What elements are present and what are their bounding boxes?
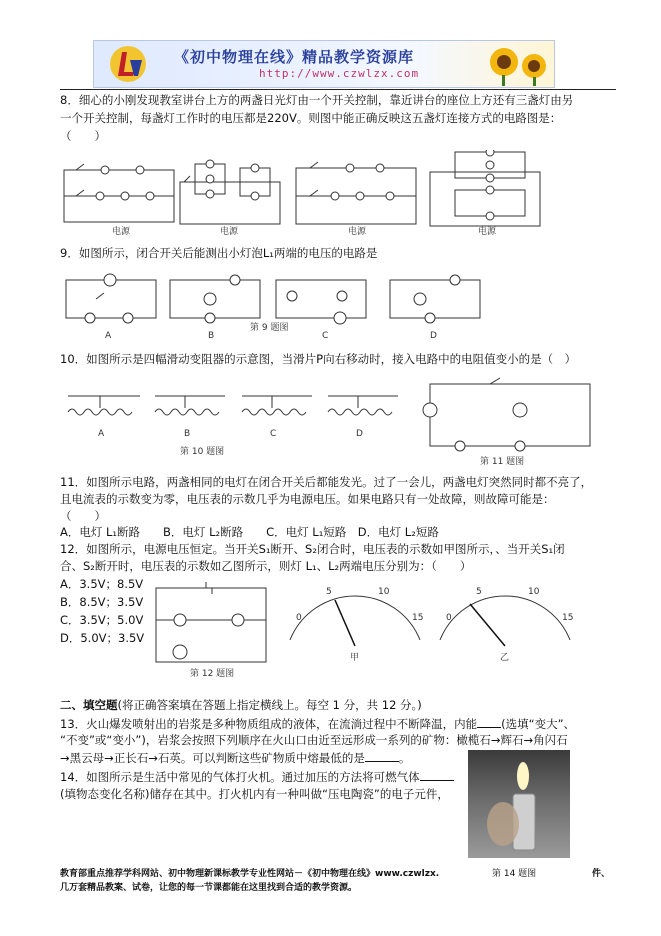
meter2-label: 乙 <box>500 653 510 663</box>
q14-blank1[interactable] <box>420 768 454 781</box>
meter2-scale-5: 5 <box>476 587 482 597</box>
meter1-scale-10: 10 <box>378 587 390 597</box>
q12-choice-c: C．3.5V；5.0V <box>60 613 144 627</box>
q8-circuits <box>60 150 620 236</box>
q11-line3: （ ） <box>60 509 106 523</box>
q10-option-c: C <box>270 429 277 439</box>
footer-line1: 教育部重点推荐学科网站、初中物理新课标教学专业性网站－《初中物理在线》www.czwlzx. <box>60 869 440 879</box>
q14-line1-text: 14．如图所示是生活中常见的气体打火机。通过加压的方法将可燃气体 <box>60 770 420 784</box>
footer-line2: 几万套精品教案、试卷，让您的每一节课都能在这里找到合适的教学资源。 <box>60 883 358 893</box>
q9-option-c: C <box>322 331 329 340</box>
q12-line1: 12．如图所示，电源电压恒定。当开关S₁断开、S₂闭合时，电压表的示数如甲图所示，、当开关S₁闭 <box>60 542 565 556</box>
q13-line2: “不变”或“变小”)，岩浆会按照下列顺序在火山口由近至远形成一系列的矿物：橄榄石→辉石→角闪石 <box>60 733 568 747</box>
q14-caption: 第 14 题图 <box>492 869 537 879</box>
q10-caption: 第 10 题图 <box>180 447 225 457</box>
header-banner <box>93 40 555 88</box>
q13-line3-text: →黑云母→正长石→石英。可以判断这些矿物质中熔最低的是 <box>60 751 365 765</box>
q9-circuits <box>60 266 580 340</box>
lighter-photo <box>468 750 570 858</box>
meter1-scale-5: 5 <box>326 587 332 597</box>
q14-line2: (填物态变化名称)储存在其中。打火机内有一种叫做“压电陶瓷”的电子元件， <box>60 787 449 801</box>
meter2-scale-0: 0 <box>446 613 452 623</box>
q10-option-b: B <box>184 429 191 439</box>
q13-line1-text: 13．火山爆发喷射出的岩浆是多种物质组成的液体，在流淌过程中不断降温，内能 <box>60 717 478 731</box>
q11-line1: 11．如图所示电路，两盏相同的电灯在闭合开关后都能发光。过了一会儿，两盏电灯突然同时都不亮了， <box>60 475 593 489</box>
q8-label-d: 电源 <box>478 227 497 236</box>
meter1-label: 甲 <box>350 653 360 663</box>
section2-heading <box>60 697 620 714</box>
q10-rheostats <box>60 374 620 470</box>
q9-line1: 9．如图所示，闭合开关后能测出小灯泡L₁两端的电压的电路是 <box>60 246 378 260</box>
q11-caption: 第 11 题图 <box>480 457 525 467</box>
q8-line1: 8．细心的小刚发现教室讲台上方的两盏日光灯由一个开关控制，靠近讲台的座位上方还有三盏灯由另 <box>60 93 574 107</box>
sunflower-icon <box>482 42 552 86</box>
q14-line1 <box>60 768 460 786</box>
q13-blank2[interactable] <box>365 749 399 762</box>
q12-choice-d: D．5.0V；3.5V <box>60 631 145 645</box>
q12-figure <box>150 580 610 680</box>
q9-option-a: A <box>105 331 112 340</box>
meter2-scale-10: 10 <box>528 587 540 597</box>
section2-title: 二、填空题 <box>60 698 118 712</box>
q10-option-d: D <box>356 429 363 439</box>
site-url: http://www.czwlzx.com <box>259 67 420 80</box>
q13-blank1[interactable] <box>477 715 501 728</box>
footer-line1-tail: 件、 <box>592 869 611 879</box>
meter2-scale-15: 15 <box>562 613 574 623</box>
q11-choices: A．电灯 L₁断路 B．电灯 L₂断路 C．电灯 L₁短路 D．电灯 L₂短路 <box>60 525 439 539</box>
header-rule <box>60 89 616 90</box>
q8-label-b: 电源 <box>220 227 239 236</box>
q10-line1: 10．如图所示是四幅滑动变阻器的示意图，当滑片P向右移动时，接入电路中的电阻值变小的是（ ） <box>60 352 577 366</box>
meter1-scale-15: 15 <box>412 613 424 623</box>
lighter-flame-icon <box>468 750 570 858</box>
site-logo-icon <box>100 42 160 86</box>
q13-line1 <box>60 715 620 733</box>
site-title: 《初中物理在线》精品教学资源库 <box>174 48 415 66</box>
q8-line2: 一个开关控制，每盏灯工作时的电压都是220V。则图中能正确反映这五盏灯连接方式的电路图是： <box>60 111 562 125</box>
q10-option-a: A <box>98 429 105 439</box>
q8-label-a: 电源 <box>112 227 131 236</box>
q9-option-d: D <box>430 331 437 340</box>
meter1-scale-0: 0 <box>296 613 302 623</box>
q9-caption: 第 9 题图 <box>250 323 289 333</box>
q12-choice-b: B．8.5V；3.5V <box>60 595 144 609</box>
q12-line2: 合、S₂断开时，电压表的示数如乙图所示，则灯 L₁、L₂两端电压分别为：（ ） <box>60 559 472 573</box>
section2-desc: (将正确答案填在答题上指定横线上。每空 1 分，共 12 分。) <box>117 698 422 712</box>
q12-choice-a: A．3.5V；8.5V <box>60 577 144 591</box>
q9-option-b: B <box>208 331 215 340</box>
q11-line2: 且电流表的示数变为零，电压表的示数几乎为电源电压。如果电路只有一处故障，则故障可能是： <box>60 492 555 506</box>
q13-line3-end: 。 <box>398 751 411 765</box>
q8-label-c: 电源 <box>348 227 367 236</box>
q13-line1-option: (选填“变大”、 <box>501 717 576 731</box>
q12-caption: 第 12 题图 <box>190 669 235 679</box>
q8-line3: （ ） <box>60 129 106 143</box>
